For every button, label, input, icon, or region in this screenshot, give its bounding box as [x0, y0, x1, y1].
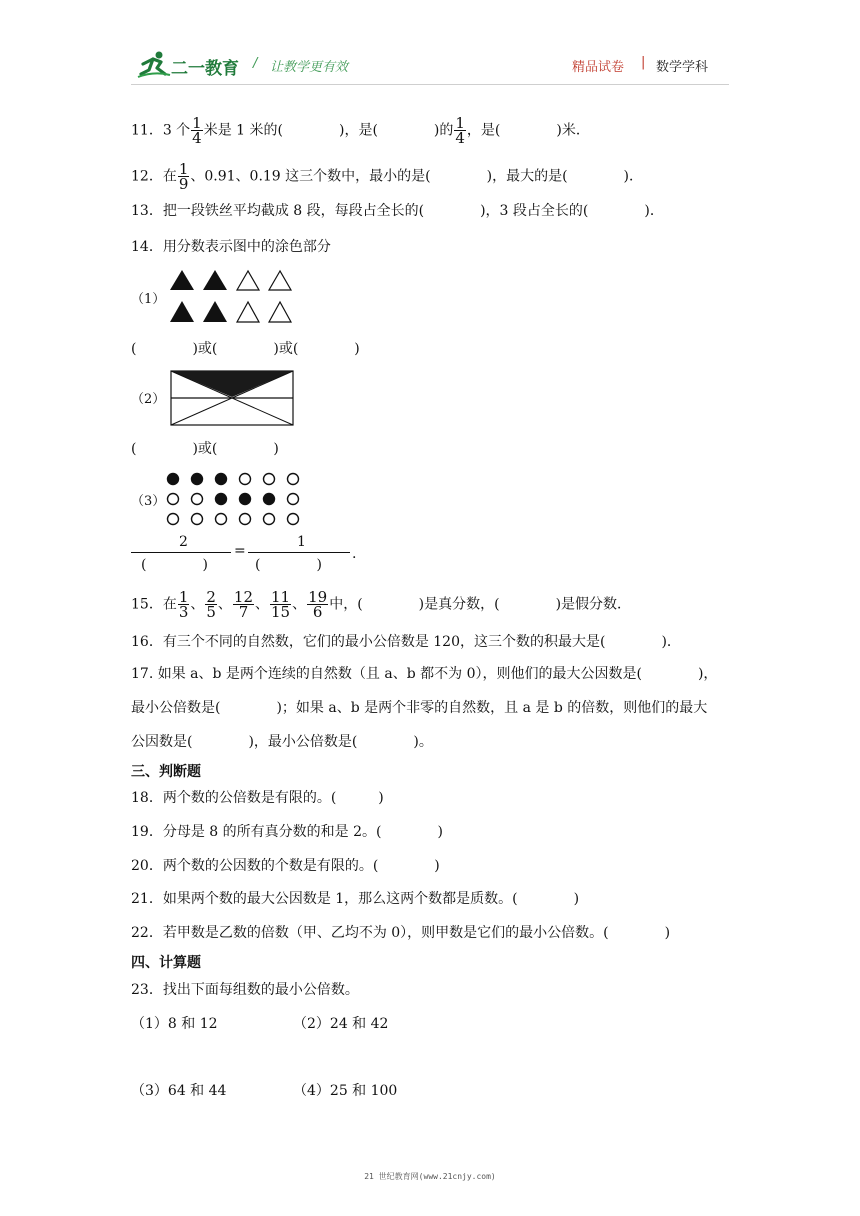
q15-fraction-5-num: 19 — [308, 588, 328, 606]
q14-rectangle-figure — [170, 370, 294, 426]
q14-label-2: （2） — [131, 392, 166, 407]
header-rule — [131, 84, 729, 85]
q15-fraction-1 — [178, 590, 190, 619]
q15-text-1: 15．在 — [131, 596, 177, 613]
q11-text-2: 米是 1 米的( )，是( )的 — [203, 122, 454, 139]
q15-fraction-3 — [233, 590, 254, 619]
q12-text-1: 12．在 — [131, 168, 177, 185]
q15-fraction-2-den: 5 — [206, 603, 216, 621]
question-13: 13．把一段铁丝平均截成 8 段，每段占全长的( )，3 段占全长的( )． — [131, 203, 664, 219]
q11-fraction-b-den: 4 — [455, 129, 465, 147]
q15-sep: 、 — [292, 596, 307, 613]
q14-circles-figure — [166, 472, 306, 528]
q12-fraction — [178, 162, 190, 191]
section-heading-calculation: 四、计算题 — [131, 955, 201, 971]
q11-text-3: ，是( )米． — [466, 122, 590, 139]
q14-left-fraction-bar — [131, 552, 231, 553]
q23-item-4: （4）25 和 100 — [293, 1083, 398, 1099]
q11-fraction-b — [454, 116, 466, 145]
q15-fraction-3-num: 12 — [233, 588, 254, 606]
q14-right-denominator: ( ) — [255, 557, 322, 573]
logo-runner-icon — [137, 50, 171, 82]
q11-fraction-a-num: 1 — [192, 114, 202, 132]
q15-fraction-1-den: 3 — [178, 603, 189, 621]
q15-fraction-4 — [270, 590, 291, 619]
question-22: 22．若甲数是乙数的倍数（甲、乙均不为 0），则甲数是它们的最小公倍数。( ) — [131, 925, 671, 941]
question-14-title: 14．用分数表示图中的涂色部分 — [131, 239, 331, 255]
page-footer: 21 世纪教育网(www.21cnjy.com) — [364, 1172, 496, 1181]
header-label-subject: 数学学科 — [656, 60, 709, 75]
q15-fraction-4-den: 15 — [271, 603, 291, 621]
section-heading-judgment: 三、判断题 — [131, 764, 201, 780]
question-17-line-2: 最小公倍数是( )；如果 a、b 是两个非零的自然数，且 a 是 b 的倍数，则他们的最大 — [131, 700, 708, 716]
q15-sep: 、 — [190, 596, 205, 613]
q11-fraction-b-num: 1 — [455, 114, 465, 132]
question-21: 21．如果两个数的最大公因数是 1，那么这两个数都是质数。( ) — [131, 891, 580, 907]
q15-fraction-3-den: 7 — [238, 603, 249, 621]
q15-fraction-5 — [307, 590, 328, 619]
q15-sep: 、 — [255, 596, 270, 613]
q15-text-2: 中，( )是真分数，( )是假分数． — [329, 596, 632, 613]
q14-triangles-figure — [168, 268, 298, 326]
q14-equals-sign: = — [234, 543, 246, 559]
q15-fraction-5-den: 6 — [312, 603, 323, 621]
q23-item-2: （2）24 和 42 — [293, 1016, 389, 1032]
q14-end-dot: . — [352, 546, 357, 562]
question-12 — [131, 162, 643, 191]
q12-fraction-num: 1 — [178, 160, 189, 178]
q14-right-numerator: 1 — [297, 534, 306, 550]
header-separator: | — [641, 55, 646, 70]
q14-answer-2: ( )或( ) — [131, 441, 279, 457]
q11-fraction-a-den: 4 — [192, 129, 202, 147]
q14-answer-1: ( )或( )或( ) — [131, 341, 360, 357]
q23-item-3: （3）64 和 44 — [131, 1083, 227, 1099]
q14-left-denominator: ( ) — [141, 557, 208, 573]
q15-fraction-1-num: 1 — [178, 588, 189, 606]
q12-fraction-den: 9 — [178, 175, 189, 193]
q14-right-fraction-bar — [248, 552, 350, 553]
q23-item-1: （1）8 和 12 — [131, 1016, 218, 1032]
question-20: 20．两个数的公因数的个数是有限的。( ) — [131, 858, 440, 874]
question-15 — [131, 590, 631, 619]
q15-fraction-2-num: 2 — [206, 588, 216, 606]
q15-fraction-2 — [205, 590, 217, 619]
question-17-line-1: 17. 如果 a、b 是两个连续的自然数（且 a、b 都不为 0），则他们的最大公因数是( )， — [131, 666, 718, 682]
header — [131, 48, 731, 84]
question-16: 16．有三个不同的自然数，它们的最小公倍数是 120，这三个数的积最大是( )． — [131, 634, 681, 650]
q11-text-1: 11．3 个 — [131, 122, 191, 139]
header-slogan: 让教学更有效 — [270, 60, 349, 75]
question-11 — [131, 116, 590, 145]
q14-left-numerator: 2 — [179, 534, 188, 550]
slogan-slash: / — [253, 56, 258, 71]
q14-equation — [131, 534, 371, 574]
question-18: 18．两个数的公倍数是有限的。( ) — [131, 790, 384, 806]
q11-fraction-a — [191, 116, 203, 145]
q14-label-3: （3） — [131, 494, 166, 509]
q15-fraction-4-num: 11 — [271, 588, 291, 606]
question-23-title: 23．找出下面每组数的最小公倍数。 — [131, 982, 359, 998]
question-17-line-3: 公因数是( )，最小公倍数是( )。 — [131, 734, 433, 750]
logo-text: 二一教育 — [171, 59, 239, 79]
q15-sep: 、 — [217, 596, 232, 613]
question-19: 19．分母是 8 的所有真分数的和是 2。( ) — [131, 824, 443, 840]
header-label-papers: 精品试卷 — [572, 60, 625, 75]
q14-label-1: （1） — [131, 292, 166, 307]
q12-text-2: 、0.91、0.19 这三个数中，最小的是( )，最大的是( )． — [190, 168, 644, 185]
